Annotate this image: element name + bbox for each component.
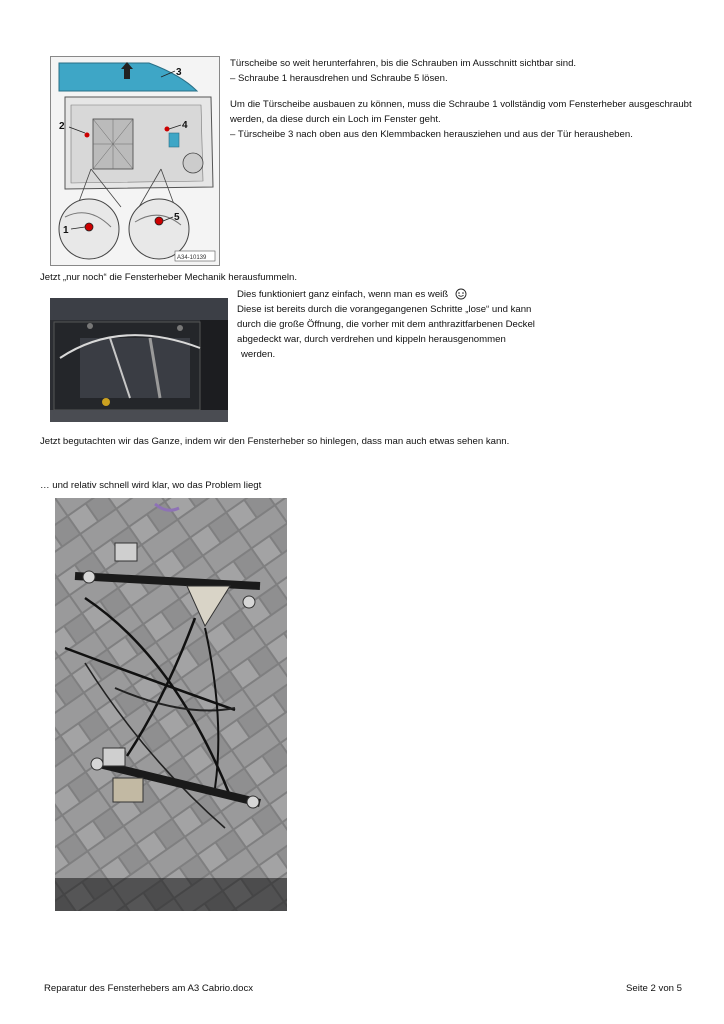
text-line: durch die große Öffnung, die vorher mit dem anthrazitfarbenen Deckel (237, 319, 535, 330)
text-line: … und relativ schnell wird klar, wo das Problem liegt (40, 480, 262, 491)
text-line (237, 287, 535, 302)
text-line: werden, da diese durch ein Loch im Fenster geht. (230, 114, 441, 125)
instruction-step-2 (230, 97, 692, 142)
text-line: abgedeckt war, durch verdrehen und kippeln herausgenommen (237, 334, 506, 345)
callout-1: 1 (63, 225, 69, 236)
door-interior-photo (50, 298, 228, 422)
text-line: Jetzt „nur noch“ die Fensterheber Mechanik herausfummeln. (40, 272, 298, 283)
instruction-step-1 (230, 56, 576, 86)
callout-4: 4 (182, 120, 188, 131)
text-line: Diese ist bereits durch die vorangegangenen Schritte „lose“ und kann (237, 304, 532, 315)
text-mechanik (40, 270, 297, 285)
callout-5: 5 (174, 212, 180, 223)
door-diagram (50, 56, 220, 266)
text-problem (40, 478, 261, 493)
text-begutachten (40, 434, 509, 449)
window-regulator-photo (55, 498, 287, 911)
text-line: Türscheibe so weit herunterfahren, bis die Schrauben im Ausschnitt sichtbar sind. (230, 58, 577, 69)
text-line: werden. (241, 349, 276, 360)
text-line: Um die Türscheibe ausbauen zu können, muss die Schraube 1 vollständig vom Fensterheber ausgeschraubt (230, 99, 692, 110)
text-line: – Türscheibe 3 nach oben aus den Klemmbacken herausziehen und aus der Tür herausheben. (230, 129, 633, 140)
figure-code: A34-10139 (177, 255, 207, 261)
callout-2: 2 (59, 121, 65, 132)
text-line: Jetzt begutachten wir das Ganze, indem wir den Fensterheber so hinlegen, dass man auch etwas sehen kann. (40, 436, 510, 447)
smiley-icon (455, 288, 467, 300)
text-line: – Schraube 1 herausdrehen und Schraube 5 lösen. (230, 73, 448, 84)
footer-page-number: Seite 2 von 5 (625, 983, 682, 994)
footer-document-name: Reparatur des Fensterhebers am A3 Cabrio.docx (44, 983, 254, 994)
instruction-step-3 (237, 287, 535, 362)
text-line-content: Dies funktioniert ganz einfach, wenn man es weiß (237, 289, 449, 300)
callout-3: 3 (176, 67, 182, 78)
